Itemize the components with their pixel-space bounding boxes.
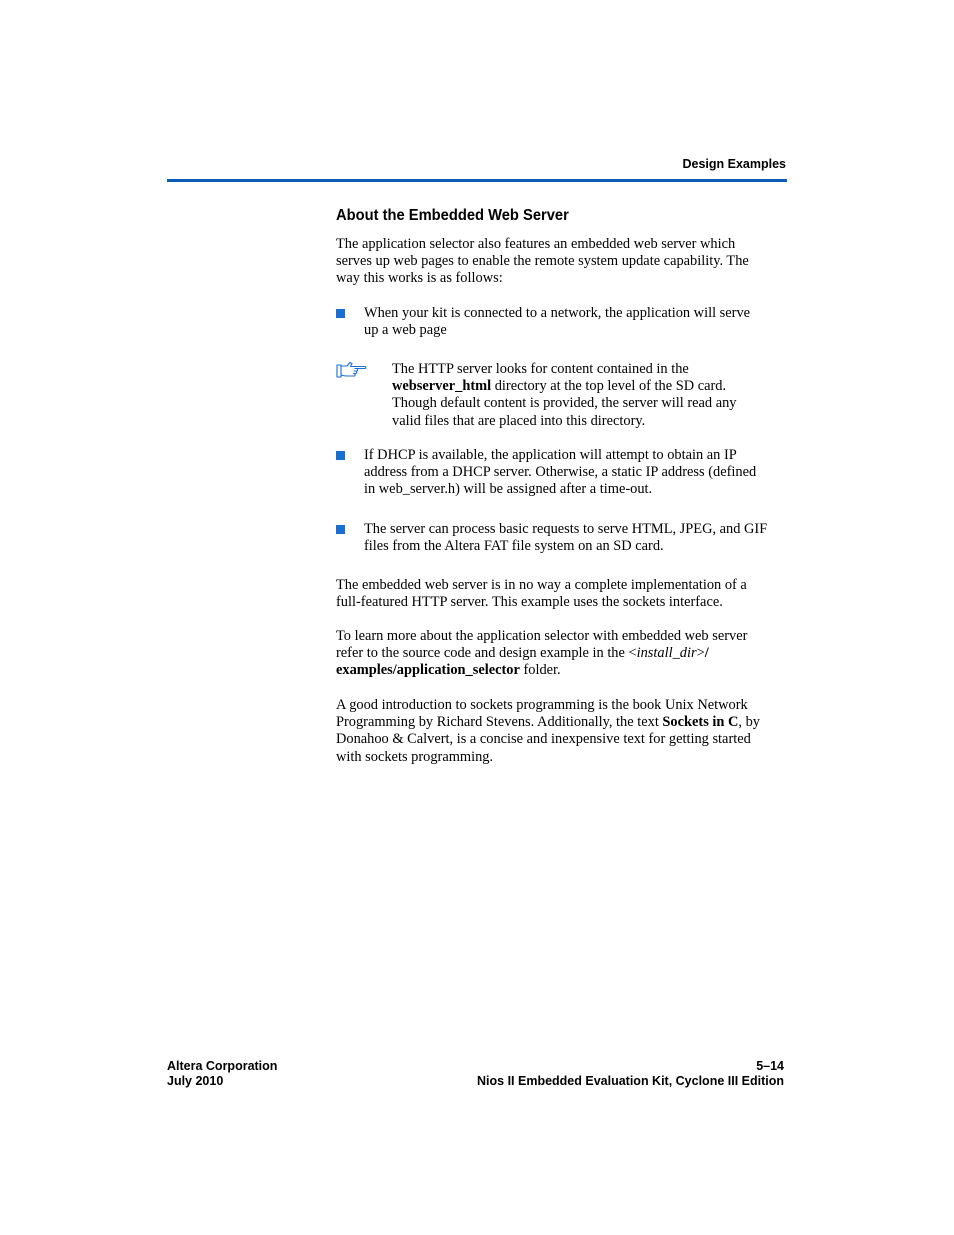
bullet-square-icon <box>336 525 345 534</box>
text-fragment: refer to the source code and design example in the < <box>336 645 637 662</box>
document-title: Nios II Embedded Evaluation Kit, Cyclone III Edition <box>477 1074 784 1088</box>
text-fragment: directory at the top level of the SD card. <box>491 378 727 395</box>
path-separator: / <box>704 645 709 662</box>
text-fragment: , by <box>738 714 760 731</box>
text-line <box>392 378 787 395</box>
text-line: files from the Altera FAT file system on an SD card. <box>364 538 664 555</box>
text-line: The server can process basic requests to serve HTML, JPEG, and GIF <box>364 521 768 537</box>
text-fragment: folder. <box>519 662 561 679</box>
bullet-square-icon <box>336 309 345 318</box>
footer-company: Altera Corporation <box>167 1059 278 1073</box>
text-line <box>336 645 786 662</box>
text-line: The application selector also features an embedded web server which <box>336 236 736 252</box>
folder-name: webserver_html <box>392 378 492 395</box>
text-line: A good introduction to sockets programming is the book Unix Network <box>336 697 748 713</box>
text-line: If DHCP is available, the application will attempt to obtain an IP <box>364 447 737 463</box>
text-line: Donahoo & Calvert, is a concise and inexpensive text for getting started <box>336 731 751 748</box>
text-line: The embedded web server is in no way a complete implementation of a <box>336 577 747 593</box>
text-line: When your kit is connected to a network, the application will serve <box>364 305 751 321</box>
install-dir-placeholder: install_dir <box>636 645 697 662</box>
intro-paragraph <box>336 236 786 288</box>
text-line: Though default content is provided, the server will read any <box>392 395 737 412</box>
text-line: The HTTP server looks for content contained in the <box>392 361 689 377</box>
section-title: About the Embedded Web Server <box>336 207 569 224</box>
text-line: valid files that are placed into this directory. <box>392 412 646 429</box>
text-line: serves up web pages to enable the remote system update capability. The <box>336 253 749 270</box>
list-item-text <box>364 305 784 339</box>
page-number: 5–14 <box>756 1059 784 1073</box>
header-rule <box>167 179 787 182</box>
text-line: in web_server.h) will be assigned after a time-out. <box>364 481 653 498</box>
text-line: way this works is as follows: <box>336 270 503 287</box>
text-line: full-featured HTTP server. This example uses the sockets interface. <box>336 594 723 611</box>
folder-path: examples/application_selector <box>336 662 520 679</box>
footer-right <box>477 1059 784 1089</box>
list-item-text <box>364 447 784 499</box>
footer-left <box>167 1059 277 1089</box>
body-paragraph <box>336 697 786 766</box>
bullet-square-icon <box>336 451 345 460</box>
footer-date: July 2010 <box>167 1074 224 1088</box>
text-line: address from a DHCP server. Otherwise, a static IP address (defined <box>364 464 757 481</box>
text-line <box>336 662 786 679</box>
pointing-hand-icon <box>336 361 368 379</box>
text-line <box>336 714 786 731</box>
list-item-text <box>364 521 784 555</box>
text-line: up a web page <box>364 322 447 339</box>
text-line: with sockets programming. <box>336 748 494 765</box>
running-header: Design Examples <box>682 157 786 171</box>
text-line: To learn more about the application selector with embedded web server <box>336 628 748 644</box>
text-fragment: Programming by Richard Stevens. Additionally, the text <box>336 714 663 731</box>
body-paragraph <box>336 628 786 680</box>
body-paragraph <box>336 577 786 611</box>
book-title: Sockets in C <box>662 714 739 731</box>
text-fragment: > <box>696 645 705 662</box>
note-text <box>392 361 787 430</box>
